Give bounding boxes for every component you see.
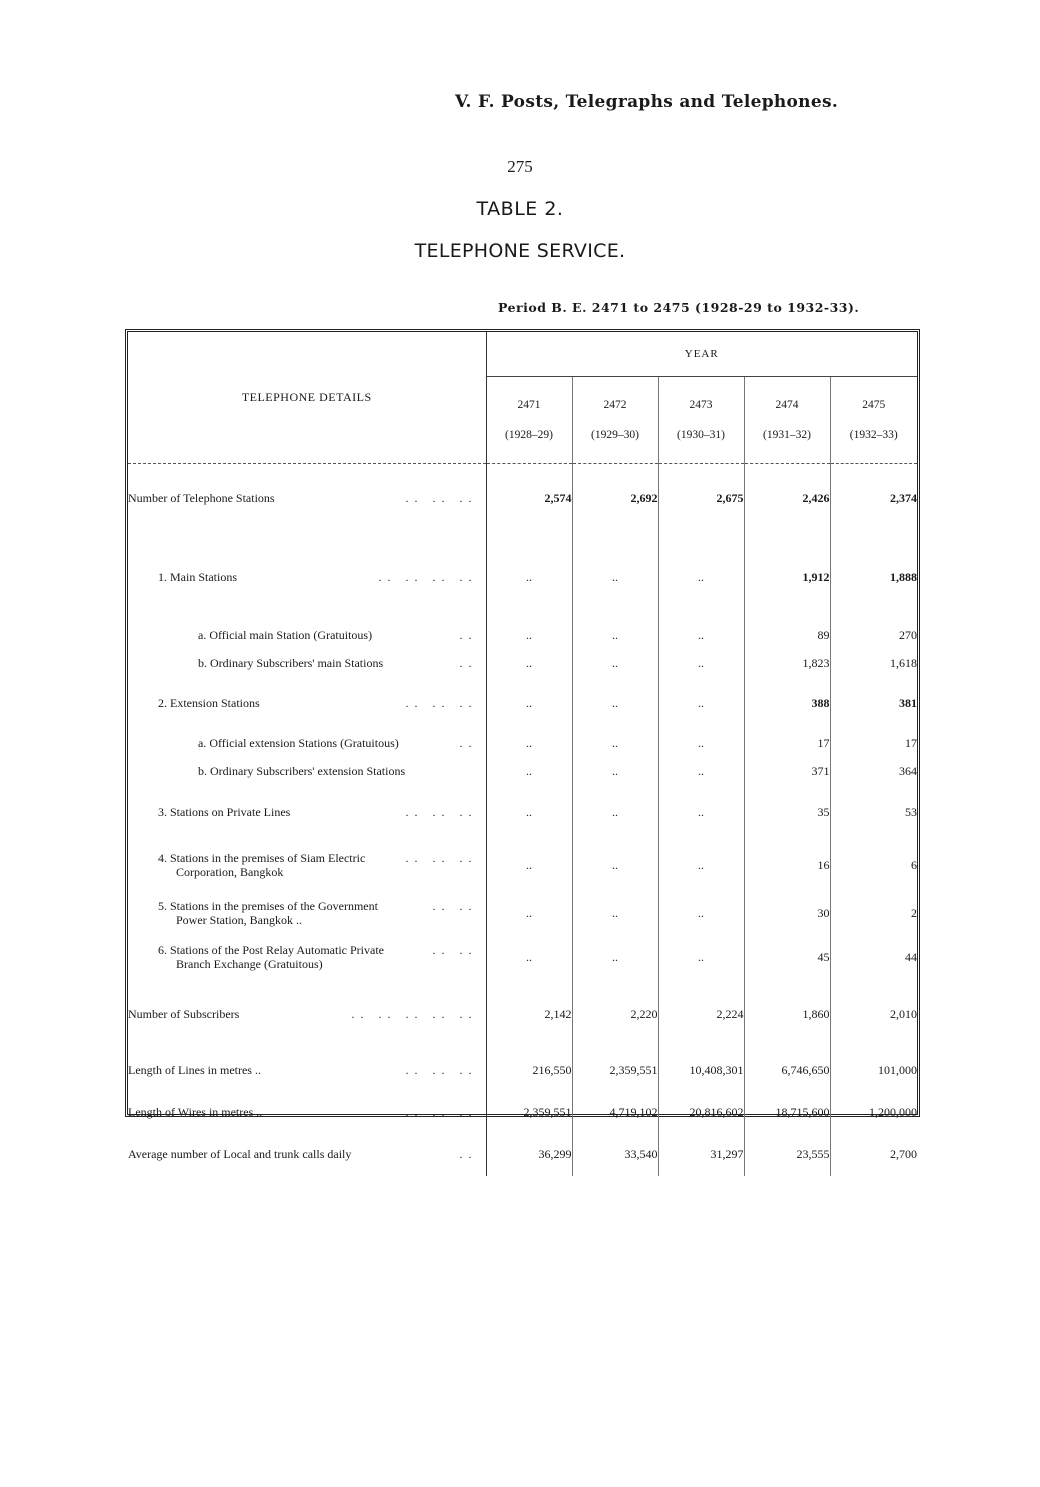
- table-row: [128, 1092, 917, 1134]
- cell-value: 20,816,602: [658, 1092, 744, 1134]
- row-label: [128, 840, 486, 892]
- cell-value: ..: [486, 650, 572, 678]
- cell-value: 2,574: [486, 464, 572, 534]
- leader-dots: .. .. ..: [405, 851, 478, 865]
- column-range: (1928–29): [505, 429, 553, 441]
- details-header: TELEPHONE DETAILS: [128, 332, 486, 464]
- cell-value: 45: [744, 936, 830, 980]
- table-subtitle: TELEPHONE SERVICE.: [414, 240, 626, 262]
- cell-value: ..: [572, 840, 658, 892]
- cell-value: 53: [905, 805, 917, 819]
- year-column-header: [486, 377, 572, 464]
- cell-value: ..: [572, 758, 658, 786]
- row-label: [128, 1092, 486, 1134]
- table-row: [128, 840, 917, 892]
- cell-value: 23,555: [744, 1134, 830, 1176]
- cell-value: ..: [486, 730, 572, 758]
- column-year: 2474: [775, 399, 799, 411]
- cell-value: 17: [744, 730, 830, 758]
- cell-value: ..: [658, 730, 744, 758]
- table-row: [128, 1050, 917, 1092]
- leader-dots: .. .. ..: [405, 1063, 478, 1077]
- cell-value: ..: [486, 622, 572, 650]
- cell-value: ..: [658, 678, 744, 730]
- row-label-continuation: Power Station, Bangkok ..: [176, 913, 302, 927]
- column-year: 2472: [603, 399, 627, 411]
- column-year: 2473: [689, 399, 713, 411]
- table-row: [128, 534, 917, 622]
- cell-value: 44: [905, 950, 917, 964]
- year-header: YEAR: [486, 332, 917, 377]
- leader-dots: ..: [459, 656, 478, 670]
- row-label-text: 5. Stations in the premises of the Government: [158, 899, 378, 913]
- cell-value: ..: [572, 892, 658, 936]
- cell-value: ..: [658, 758, 744, 786]
- cell-value: 388: [744, 678, 830, 730]
- cell-value: 18,715,600: [744, 1092, 830, 1134]
- cell-value: 16: [744, 840, 830, 892]
- year-column-header: [658, 377, 744, 464]
- cell-value: 4,719,102: [572, 1092, 658, 1134]
- cell-value: 2,374: [890, 491, 917, 506]
- cell-value: 2,010: [890, 1007, 917, 1021]
- row-label-text: Length of Lines in metres ..: [128, 1063, 261, 1077]
- cell-value: 270: [899, 628, 917, 642]
- cell-value: 30: [744, 892, 830, 936]
- leader-dots: ..: [459, 628, 478, 642]
- row-label-continuation: Branch Exchange (Gratuitous): [176, 957, 323, 971]
- leader-dots: .. .. ..: [405, 1105, 478, 1119]
- leader-dots: ..: [459, 1147, 478, 1161]
- cell-value: 364: [899, 764, 917, 778]
- table-row: [128, 650, 917, 678]
- table-row: [128, 786, 917, 840]
- cell-value: 1,912: [744, 534, 830, 622]
- row-label-text: 2. Extension Stations: [158, 696, 260, 710]
- cell-value: ..: [572, 650, 658, 678]
- row-label: [128, 678, 486, 730]
- row-label: [128, 1050, 486, 1092]
- row-label-text: a. Official extension Stations (Gratuitous): [198, 736, 399, 750]
- cell-value: ..: [572, 730, 658, 758]
- cell-value: 2,692: [572, 464, 658, 534]
- cell-value: 1,860: [744, 980, 830, 1050]
- cell-value: ..: [658, 534, 744, 622]
- row-label: [128, 464, 486, 534]
- column-range: (1929–30): [591, 429, 639, 441]
- year-column-header: [744, 377, 830, 464]
- cell-value: 1,888: [890, 570, 917, 584]
- cell-value: ..: [486, 534, 572, 622]
- cell-value: 216,550: [486, 1050, 572, 1092]
- row-label-text: Number of Telephone Stations: [128, 491, 275, 506]
- row-label-text: Number of Subscribers: [128, 1007, 240, 1021]
- cell-value: 6,746,650: [744, 1050, 830, 1092]
- table-title: TABLE 2.: [476, 198, 564, 220]
- cell-value: ..: [658, 936, 744, 980]
- table-row: [128, 758, 917, 786]
- row-label: [128, 730, 486, 758]
- row-label-text: Average number of Local and trunk calls daily: [128, 1147, 352, 1161]
- table-row: [128, 678, 917, 730]
- table-row: [128, 892, 917, 936]
- leader-dots: .. .. .. ..: [378, 570, 478, 584]
- cell-value: ..: [486, 936, 572, 980]
- leader-dots: .. .. ..: [405, 696, 478, 710]
- cell-value: ..: [572, 534, 658, 622]
- cell-value: ..: [572, 786, 658, 840]
- cell-value: 381: [899, 696, 917, 710]
- page-number: 275: [507, 157, 533, 176]
- period-caption: Period B. E. 2471 to 2475 (1928-29 to 1932-33).: [498, 300, 860, 315]
- row-label: [128, 1134, 486, 1176]
- table-row: [128, 464, 917, 534]
- cell-value: 2,426: [744, 464, 830, 534]
- cell-value: ..: [486, 840, 572, 892]
- year-column-header: [830, 377, 917, 464]
- row-label-text: a. Official main Station (Gratuitous): [198, 628, 373, 642]
- cell-value: 6: [911, 858, 917, 872]
- cell-value: ..: [658, 892, 744, 936]
- table-row: [128, 980, 917, 1050]
- cell-value: 2,224: [658, 980, 744, 1050]
- leader-dots: .. .. .. .. ..: [351, 1007, 478, 1021]
- section-header: V. F. Posts, Telegraphs and Telephones.: [455, 92, 839, 112]
- cell-value: 2,220: [572, 980, 658, 1050]
- cell-value: 10,408,301: [658, 1050, 744, 1092]
- leader-dots: .. ..: [432, 899, 478, 913]
- cell-value: ..: [486, 758, 572, 786]
- cell-value: 35: [744, 786, 830, 840]
- cell-value: 371: [744, 758, 830, 786]
- table-row: [128, 936, 917, 980]
- leader-dots: .. .. ..: [405, 491, 478, 506]
- cell-value: 2,359,551: [486, 1092, 572, 1134]
- cell-value: 1,200,000: [869, 1105, 917, 1119]
- table-row: [128, 1134, 917, 1176]
- leader-dots: ..: [459, 736, 478, 750]
- row-label: [128, 534, 486, 622]
- column-range: (1930–31): [677, 429, 725, 441]
- cell-value: 2,700: [890, 1147, 917, 1161]
- cell-value: ..: [486, 892, 572, 936]
- row-label: [128, 786, 486, 840]
- cell-value: 1,823: [744, 650, 830, 678]
- row-label-text: 4. Stations in the premises of Siam Electric: [158, 851, 366, 865]
- column-range: (1931–32): [763, 429, 811, 441]
- cell-value: ..: [658, 650, 744, 678]
- row-label-text: 1. Main Stations: [158, 570, 238, 584]
- row-label-text: 6. Stations of the Post Relay Automatic Private: [158, 943, 384, 957]
- cell-value: 89: [744, 622, 830, 650]
- cell-value: 2,359,551: [572, 1050, 658, 1092]
- leader-dots: .. ..: [432, 943, 478, 957]
- telephone-service-table: [128, 332, 917, 1176]
- row-label-text: Length of Wires in metres ..: [128, 1105, 263, 1119]
- row-label: [128, 758, 486, 786]
- cell-value: ..: [486, 678, 572, 730]
- cell-value: ..: [572, 622, 658, 650]
- cell-value: ..: [658, 840, 744, 892]
- leader-dots: .. .. ..: [405, 805, 478, 819]
- row-label-text: 3. Stations on Private Lines: [158, 805, 291, 819]
- cell-value: 2,675: [658, 464, 744, 534]
- row-label: [128, 936, 486, 980]
- cell-value: ..: [572, 936, 658, 980]
- cell-value: ..: [572, 678, 658, 730]
- column-range: (1932–33): [849, 429, 898, 441]
- cell-value: ..: [658, 786, 744, 840]
- row-label-continuation: Corporation, Bangkok: [176, 865, 284, 879]
- row-label: [128, 650, 486, 678]
- row-label-text: b. Ordinary Subscribers' extension Stations: [198, 764, 406, 778]
- cell-value: 2,142: [486, 980, 572, 1050]
- cell-value: 17: [905, 736, 917, 750]
- table-row: [128, 730, 917, 758]
- row-label: [128, 622, 486, 650]
- cell-value: 1,618: [890, 656, 917, 670]
- row-label: [128, 892, 486, 936]
- year-column-header: [572, 377, 658, 464]
- cell-value: 36,299: [486, 1134, 572, 1176]
- cell-value: 33,540: [572, 1134, 658, 1176]
- column-year: 2471: [517, 399, 541, 411]
- row-label: [128, 980, 486, 1050]
- cell-value: 2: [911, 906, 917, 920]
- cell-value: ..: [486, 786, 572, 840]
- cell-value: 31,297: [658, 1134, 744, 1176]
- cell-value: ..: [658, 622, 744, 650]
- column-year: 2475: [862, 399, 886, 411]
- cell-value: 101,000: [878, 1063, 917, 1077]
- row-label-text: b. Ordinary Subscribers' main Stations: [198, 656, 384, 670]
- table-row: [128, 622, 917, 650]
